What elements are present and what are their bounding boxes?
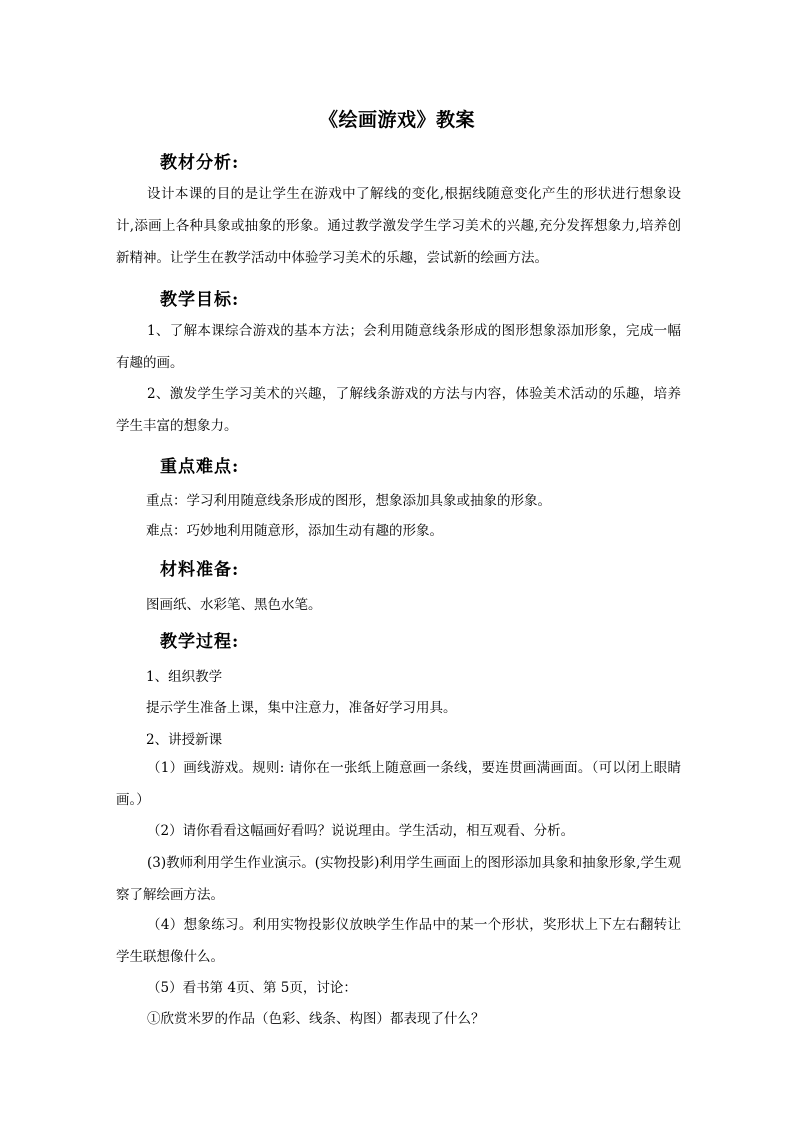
substep-1: （1）画线游戏。规则: 请你在一张纸上随意画一条线，要连贯画满画面。（可以闭上眼睛画。） — [116, 760, 681, 808]
heading-materials: 材料准备: — [160, 560, 240, 580]
goal-item-1: 1、了解本课综合游戏的基本方法；会利用随意线条形成的图形想象添加形象，完成一幅有趣的画。 — [116, 323, 681, 371]
step-1-title: 1、组织教学 — [146, 669, 223, 685]
step-1-body: 提示学生准备上课，集中注意力，准备好学习用具。 — [146, 700, 457, 716]
materials-list: 图画纸、水彩笔、黑色水笔。 — [146, 597, 322, 613]
key-point: 重点：学习利用随意线条形成的图形，想象添加具象或抽象的形象。 — [146, 493, 551, 509]
document-title: 《绘画游戏》教案 — [318, 109, 475, 131]
heading-goals: 教学目标: — [160, 290, 240, 310]
heading-analysis: 教材分析: — [160, 153, 240, 173]
substep-4: （4）想象练习。利用实物投影仪放映学生作品中的某一个形状，奖形状上下左右翻转让学生联想像什么。 — [116, 917, 681, 965]
goal-item-2: 2、激发学生学习美术的兴趣，了解线条游戏的方法与内容，体验美术活动的乐趣，培养学生丰富的想象力。 — [116, 386, 681, 434]
substep-5-question-1: ①欣赏米罗的作品（色彩、线条、构图）都表现了什么？ — [147, 1011, 485, 1027]
substep-3: (3)教师利用学生作业演示。(实物投影)利用学生画面上的图形添加具象和抽象形象,学生观察了解绘画方法。 — [116, 855, 681, 903]
substep-2: （2）请你看看这幅画好看吗？说说理由。学生活动，相互观看、分析。 — [147, 823, 575, 839]
substep-5: （5）看书第 4页、第 5页，讨论： — [147, 980, 357, 996]
heading-keypoints: 重点难点: — [160, 457, 240, 477]
difficult-point: 难点：巧妙地利用随意形，添加生动有趣的形象。 — [146, 523, 443, 539]
analysis-paragraph: 设计本课的目的是让学生在游戏中了解线的变化,根据线随意变化产生的形状进行想象设计,添画上各种具象或抽象的形象。通过教学激发学生学习美术的兴趣,充分发挥想象力,培养创新精神。让学生在教学活动中体验学习美术的乐趣，尝试新的绘画方法。 — [116, 186, 681, 266]
step-2-title: 2、讲授新课 — [146, 732, 223, 748]
heading-process: 教学过程: — [160, 632, 240, 652]
